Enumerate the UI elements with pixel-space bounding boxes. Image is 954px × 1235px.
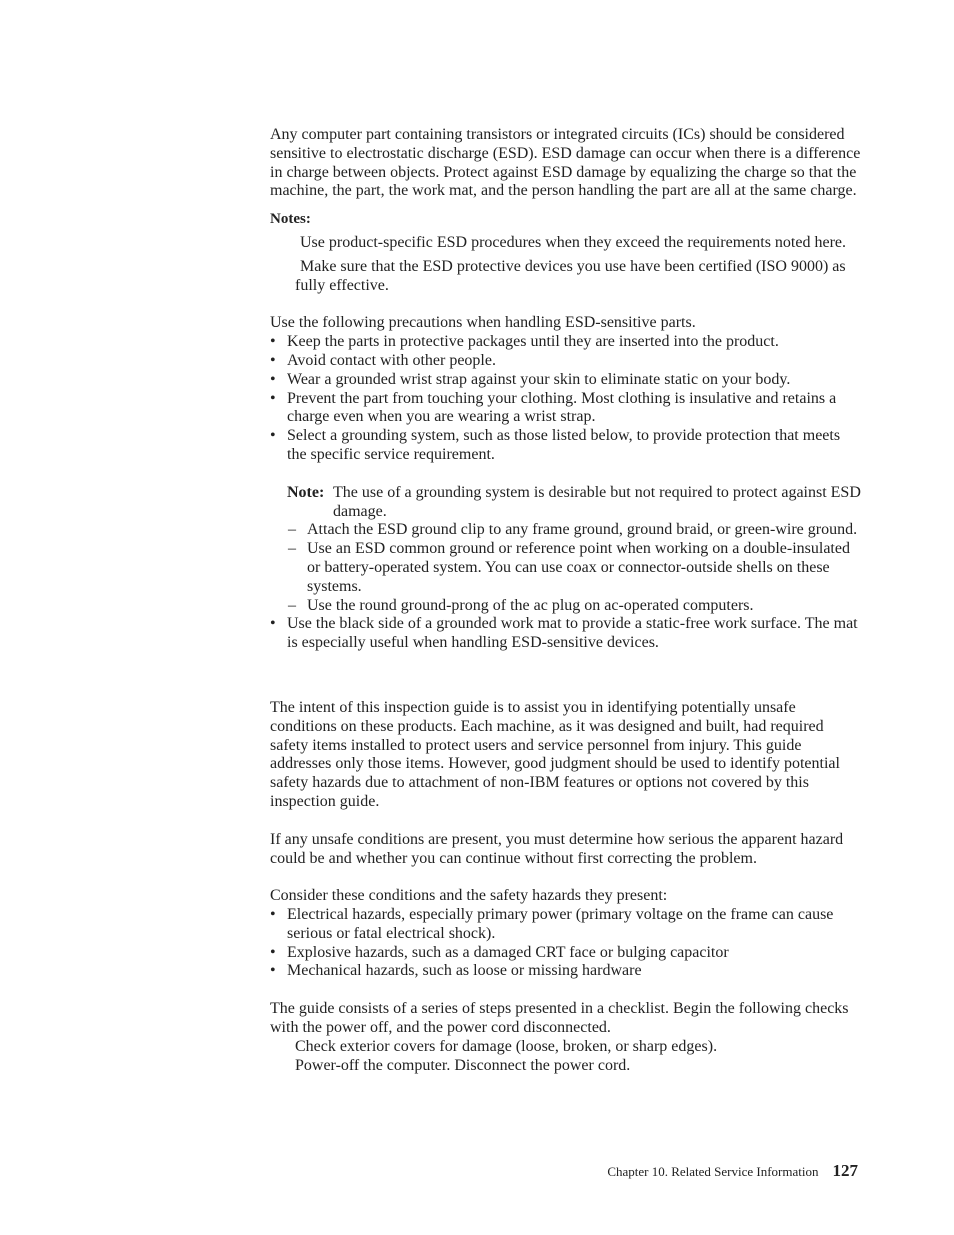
hazards-list [270, 906, 862, 981]
list-item: • Mechanical hazards, such as loose or missing hardware [270, 962, 862, 981]
list-item: • Wear a grounded wrist strap against your skin to eliminate static on your body. [270, 371, 862, 390]
grounding-note [287, 484, 862, 522]
list-item: • Use the black side of a grounded work mat to provide a static-free work surface. The mat is especially useful when handling ESD-sensitive devices. [270, 615, 862, 653]
inspection-intro: The intent of this inspection guide is to assist you in identifying potentially unsafe conditions on these products. Each machine, as it was designed and built, had required safety items installed to protect users and service personnel from injury. This guide addresses only those items. However, good judgment should be used to identify potential safety hazards due to attachment of non-IBM features or options not covered by this inspection guide. [270, 698, 840, 810]
hazards-intro: Consider these conditions and the safety hazards they present: [270, 887, 668, 905]
grounding-options [287, 521, 862, 615]
precautions-list [270, 333, 862, 653]
unsafe-conditions-paragraph: If any unsafe conditions are present, you must determine how serious the apparent hazard could be and whether you can continue without first correcting the problem. [270, 830, 844, 867]
checklist-item: Check exterior covers for damage (loose, broken, or sharp edges). [295, 1037, 718, 1055]
note-item: Use product-specific ESD procedures when they exceed the requirements noted here. [300, 233, 847, 251]
list-item: • Electrical hazards, especially primary power (primary voltage on the frame can cause serious or fatal electrical shock). [270, 906, 862, 944]
intro-paragraph: Any computer part containing transistors or integrated circuits (ICs) should be considered sensitive to electrostatic discharge (ESD). ESD damage can occur when there is a difference in charge between objects. Protect against ESD damage by equalizing the charge so that the machine, the part, the work mat, and the person handling the part are all at the same charge. [270, 126, 861, 200]
list-item: • Keep the parts in protective packages until they are inserted into the product. [270, 333, 862, 352]
chapter-title: Chapter 10. Related Service Information [607, 1164, 819, 1179]
note-label: Note: [287, 483, 325, 501]
page-footer [607, 1162, 858, 1182]
list-item: – Attach the ESD ground clip to any frame ground, ground braid, or green-wire ground. [287, 521, 862, 540]
note-text: The use of a grounding system is desirable but not required to protect against ESD damage. [333, 483, 861, 520]
checklist-item: Power-off the computer. Disconnect the power cord. [295, 1056, 631, 1074]
precautions-intro: Use the following precautions when handling ESD-sensitive parts. [270, 314, 696, 332]
list-item: • Prevent the part from touching your clothing. Most clothing is insulative and retains a charge even when you are wearing a wrist strap. [270, 390, 862, 428]
list-item: • Select a grounding system, such as those listed below, to provide protection that meets the specific service requirement. Note: The use of a grounding system is desirable but not required to protect against ESD damage. – Attach the ESD ground clip to any frame ground, ground braid, or green-wire ground. – Use an ESD common ground or reference point when working on a double-insulated or battery-operated system. You can use coax or connector-outside shells on these systems. – Use the round ground-prong of the ac plug on ac-operated computers. [270, 427, 862, 615]
checklist-intro: The guide consists of a series of steps presented in a checklist. Begin the following checks with the power off, and the power cord disconnected. [270, 1000, 849, 1037]
page-body [270, 126, 862, 1075]
notes-label: Notes: [270, 211, 311, 228]
note-item: Make sure that the ESD protective devices you use have been certified (ISO 9000) as fully effective. [295, 257, 846, 294]
list-item: – Use an ESD common ground or reference point when working on a double-insulated or battery-operated system. You can use coax or connector-outside shells on these systems. [287, 540, 862, 596]
page-number: 127 [832, 1161, 858, 1180]
list-item: • Avoid contact with other people. [270, 352, 862, 371]
list-item: • Explosive hazards, such as a damaged CRT face or bulging capacitor [270, 944, 862, 963]
list-item: – Use the round ground-prong of the ac plug on ac-operated computers. [287, 597, 862, 616]
